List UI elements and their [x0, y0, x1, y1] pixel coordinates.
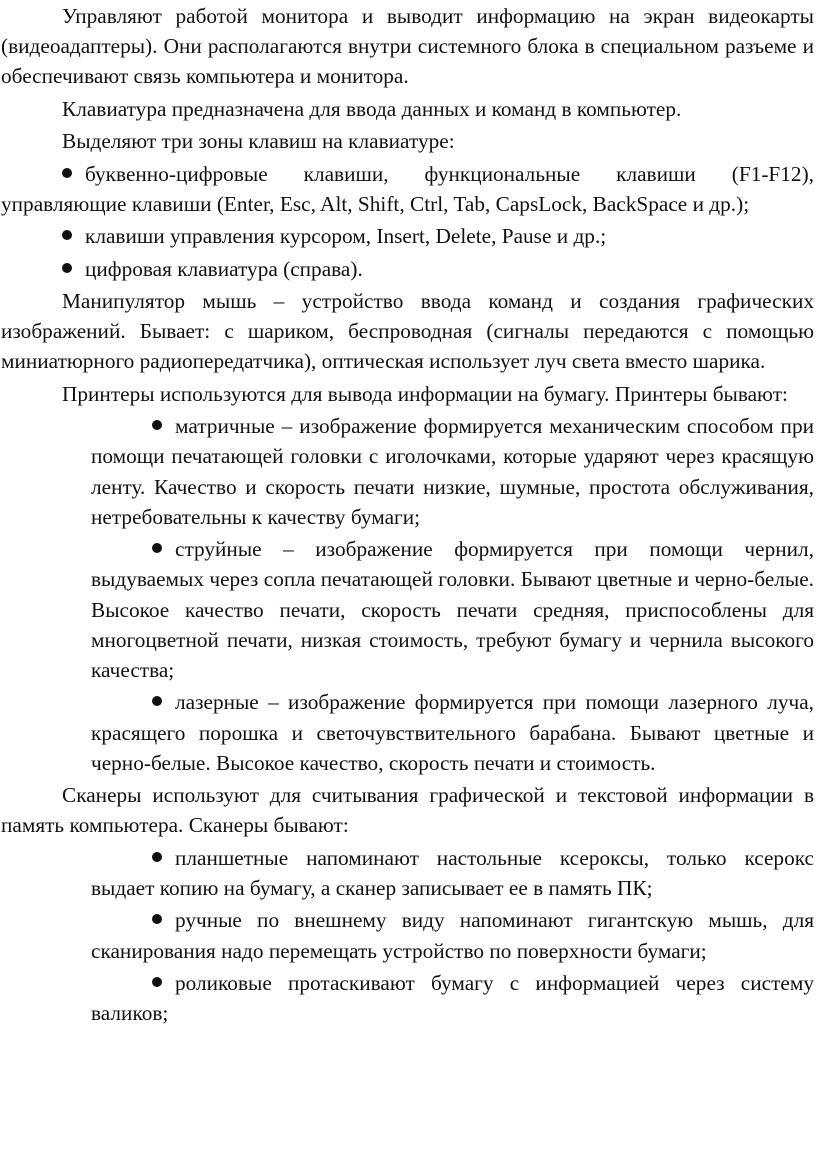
list-item-text: цифровая клавиатура (справа).	[85, 256, 363, 281]
bullet-icon	[152, 852, 162, 862]
list-item-text: клавиши управления курсором, Insert, Delete, Pause и др.;	[85, 224, 607, 249]
bullet-icon	[152, 914, 162, 924]
list-item-keyboard-zone-3	[1, 254, 814, 284]
list-item-keyboard-zone-2	[1, 221, 814, 251]
bullet-icon	[152, 977, 162, 987]
bullet-icon	[62, 230, 72, 240]
paragraph-keyboard-zones: Выделяют три зоны клавиш на клавиатуре:	[62, 129, 455, 154]
list-item-keyboard-zone-1	[1, 159, 814, 219]
list-item-scanner-handheld	[91, 905, 814, 965]
list-item-scanner-roller	[91, 968, 814, 1028]
bullet-icon	[152, 420, 162, 430]
list-item-text: струйные – изображение формируется при помощи чернил, выдуваемых через сопла печатающей головки. Бывают цветные и черно-белые. Высокое качество печати, скорость печати средняя, приспособлены для многоцветной печати, низкая стоимость, требуют бумагу и чернила высокого качества;	[91, 537, 814, 682]
paragraph-mouse: Манипулятор мышь – устройство ввода команд и создания графических изображений. Бывает: с шариком, беспроводная (сигналы передаются с помощью миниатюрного радиопередатчика), оптическая использует луч света вместо шарика.	[1, 288, 814, 374]
bullet-icon	[62, 263, 72, 273]
list-item-text: матричные – изображение формируется механическим способом при помощи печатающей головки с иголочками, которые ударяют через красящую ленту. Качество и скорость печати низкие, шумные, простота обслуживания, нетребовательны к качеству бумаги;	[91, 414, 814, 529]
paragraph-video-adapters: Управляют работой монитора и выводит информацию на экран видеокарты (видеоадаптеры). Они располагаются внутри системного блока в специальном разъеме и обеспечивают связь компьютера и монитора.	[1, 4, 814, 89]
list-item-printer-laser	[91, 687, 814, 778]
bullet-icon	[62, 168, 72, 178]
list-item-scanner-flatbed	[91, 843, 814, 903]
list-item-text: буквенно-цифровые клавиши, функциональные клавиши (F1-F12), управляющие клавиши (Enter, Esc, Alt, Shift, Ctrl, Tab, CapsLock, BackSpace и др.);	[1, 161, 814, 216]
list-item-text: роликовые протаскивают бумагу с информацией через систему валиков;	[91, 970, 814, 1026]
list-item-printer-matrix	[91, 411, 814, 532]
paragraph-scanners: Сканеры используют для считывания графической и текстовой информации в память компьютера. Сканеры бывают:	[1, 783, 814, 838]
paragraph-printers: Принтеры используются для вывода информации на бумагу. Принтеры бывают:	[62, 381, 788, 406]
list-item-text: планшетные напоминают настольные ксероксы, только ксерокс выдает копию на бумагу, а сканер записывает ее в память ПК;	[91, 845, 814, 900]
bullet-icon	[152, 696, 162, 706]
paragraph-keyboard: Клавиатура предназначена для ввода данных и команд в компьютер.	[62, 96, 682, 121]
list-item-printer-inkjet	[91, 534, 814, 685]
list-item-text: лазерные – изображение формируется при помощи лазерного луча, красящего порошка и светочувствительного барабана. Бывают цветные и черно-белые. Высокое качество, скорость печати и стоимость.	[91, 690, 814, 775]
list-item-text: ручные по внешнему виду напоминают гигантскую мышь, для сканирования надо перемещать устройство по поверхности бумаги;	[91, 908, 814, 963]
bullet-icon	[152, 543, 162, 553]
